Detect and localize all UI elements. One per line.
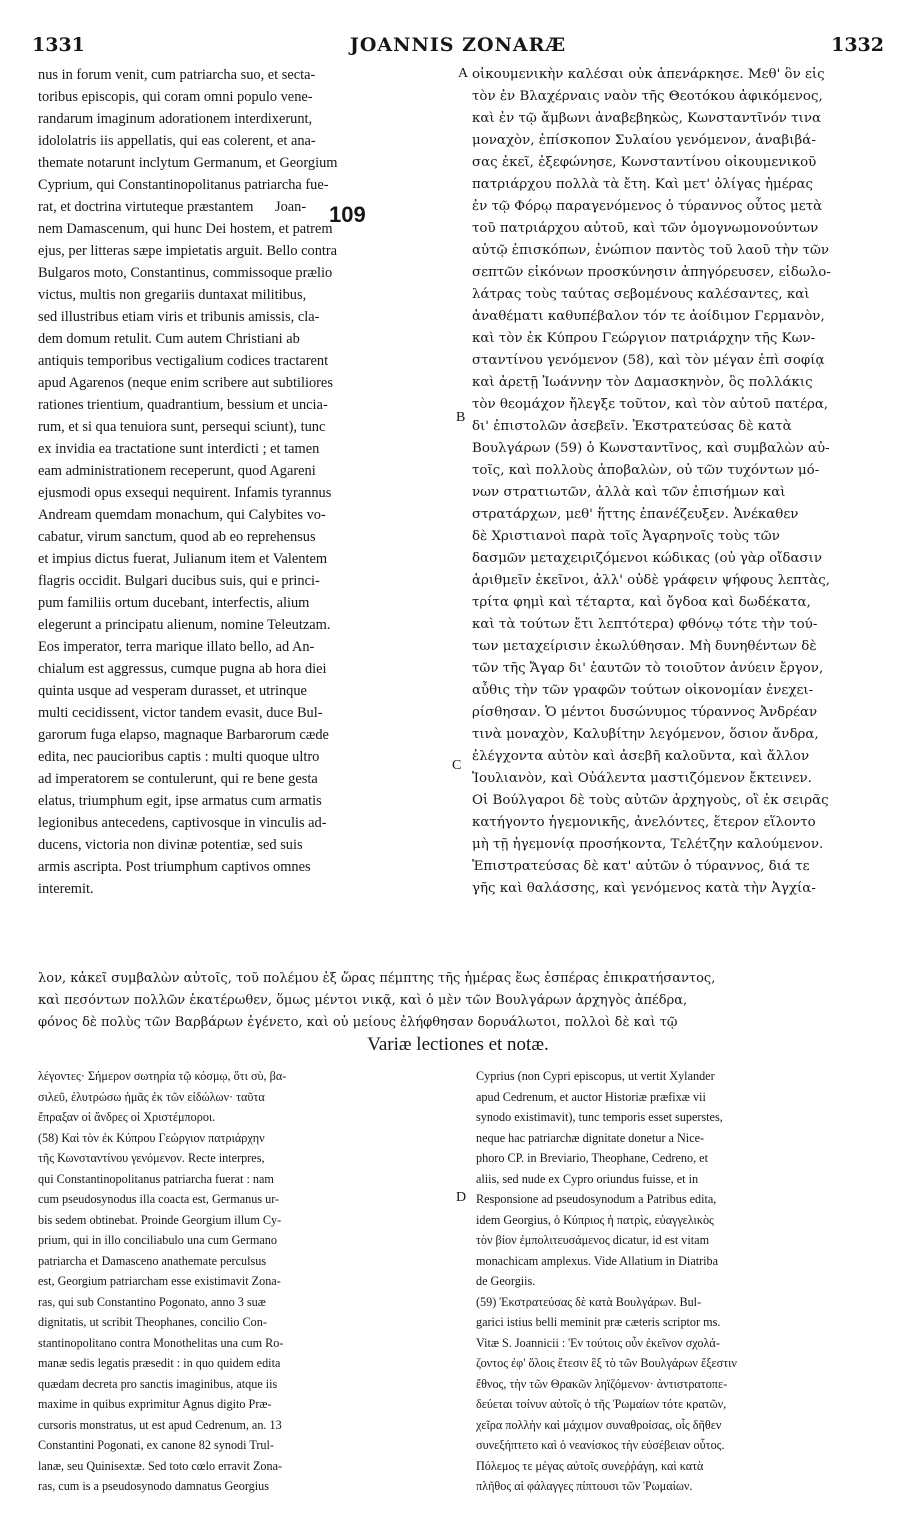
marker-b: B: [456, 410, 466, 425]
running-title: JOANNIS ZONARÆ: [349, 34, 567, 56]
margin-number: 109: [329, 202, 366, 227]
marker-d: D: [456, 1190, 467, 1205]
notes-left-column: λέγοντες· Σήμερον σωτηρία τῷ κόσμῳ, ὅτι σὺ, βα- σιλεῦ, ἐλυτρώσω ἡμᾶς ἐκ τῶν εἰδώλων· ταῦτα ἔπραξαν οἱ ἄνδρες οἱ Χριστέμποροι. (58) Καὶ τὸν ἐκ Κύπρου Γεώργιον πατριάρχην τῆς Κωνσταντίνου γενόμενον. Recte interpres, qui Constantinopolitanus patriarcha fuerat : nam cum pseudosynodus illa coacta est, Germanus ur- bis sedem obtinebat. Proinde Georgium illum Cy- prium, qui in illo conciliabulo una cum Germano patriarcha et Damasceno anathemate perculsus est, Georgium patriarcham esse existimavit Zona- ras, qui sub Constantino Pogonato, anno 3 suæ dignitatis, ut scribit Theophanes, concilio Con- stantinopolitano contra Monothelitas una cum Ro- manæ sedis legatis præsedit : in quo quidem edita quædam decreta pro sanctis imaginibus, atque iis maxime in quibus exprimitur Agnus digito Præ- cursoris monstratus, ut est apud Cedrenum, an. 13 Constantini Pogonati, ex canone 82 synodi Trul- lanæ, seu Quinisextæ. Sed toto cœlo erravit Zona- ras, cum is a pseudosynodo damnatus Georgius: [38, 1069, 287, 1493]
page-number-right: 1332: [831, 34, 884, 56]
page-number-left: 1331: [32, 34, 85, 56]
notes-section-title: Variæ lectiones et notæ.: [367, 1034, 549, 1055]
page-header: [32, 34, 884, 60]
latin-column-text: nus in forum venit, cum patriarcha suo, et secta- toribus episcopis, qui coram omni populo vene- randarum imaginum adorationem interdixerunt, idololatris iis appellatis, qui eas colerent, et ana- themate notarunt inclytum Germanum, et Georgium Cyprium, qui Constantinopolitanus patriarcha fue- rat, et doctrina virtuteque præstantem Joan- nem Damascenum, qui hunc Dei hostem, et patrem ejus, per litteras sæpe impietatis arguit. Bello contra Bulgaros moto, Constantinus, commissoque prælio victus, multis non gregariis duntaxat militibus, sed illustribus etiam viris et tribunis amissis, cla- dem domum retulit. Cum autem Christiani ab antiquis temporibus vectigalium codices tractarent apud Agarenos (neque enim scribere aut subtiliores rationes trientium, quadrantium, bessium et uncia- rum, et si qua tenuiora sunt, persequi sciunt), tunc ex invidia ea tractatione sunt interdicti ; et tamen eam administrationem receperunt, quod Agareni ejusmodi opus exsequi nequirent. Infamis tyrannus Andream quemdam monachum, qui Calybites vo- cabatur, virum sanctum, quod ab eo reprehensus et impius dictus fuerat, Julianum item et Valentem flagris occidit. Bulgari ducibus suis, qui e princi- pum familiis ortum ducebant, interfectis, alium elegerunt a principatu alienum, nomine Teleutzam. Eos imperator, terra marique illato bello, ad An- chialum est aggressus, cumque pugna ab hora diei quinta usque ad vesperam durasset, et utrinque multi cecidissent, victor tandem evasit, duce Bul- garorum fuga elapso, magnaque Barbarorum cæde edita, nec paucioribus captis : multi quoque ultro ad imperatorem se contulerunt, qui re bene gesta elatus, triumphum egit, ipse armatus cum armatis legionibus antecedens, captivosque in vinculis ad- ducens, victoria non divinæ potentiæ, sed suis armis ascripta. Post triumphum captivos omnes interemit.: [38, 67, 338, 897]
marker-a: A: [458, 66, 469, 81]
greek-continuation-text: λον, κἀκεῖ συμβαλὼν αὐτοῖς, τοῦ πολέμου ἐξ ὥρας πέμπτης τῆς ἡμέρας ἕως ἑσπέρας ἐπικρατήσαντος, καὶ πεσόντων πολλῶν ἑκατέρωθεν, ὅμως μέντοι νικᾷ, καὶ ὁ μὲν τῶν Βουλγάρων ἀρχηγὸς ἀπέδρα, φόνος δὲ πολὺς τῶν Βαρβάρων ἐγένετο, καὶ οὐ μείους ἐλήφθησαν δορυάλωτοι, πολλοὶ δὲ καὶ τῷ: [38, 971, 716, 1030]
greek-column-text: οἰκουμενικὴν καλέσαι οὐκ ἀπενάρκησε. Μεθ' ὃν εἰς τὸν ἐν Βλαχέρναις ναὸν τῆς Θεοτόκου ἀφικόμενος, καὶ ἐν τῷ ἄμβωνι ἀναβεβηκὼς, Κωνσταντῖνόν τινα μοναχὸν, ἐπίσκοπον Συλαίου γενόμενον, ἀναβιβά- σας ἐκεῖ, ἐξεφώνησε, Κωνσταντίνου οἰκουμενικοῦ πατριάρχου πολλὰ τὰ ἔτη. Καὶ μετ' ὀλίγας ἡμέρας ἐν τῷ Φόρῳ παραγενόμενος ὁ τύραννος οὗτος μετὰ τοῦ πατριάρχου αὐτοῦ, καὶ τῶν ὁμογνωμονούντων αὐτῷ ἐπισκόπων, ἐνώπιον παντὸς τοῦ λαοῦ τὴν τῶν σεπτῶν εἰκόνων προσκύνησιν ἀπηγόρευσεν, εἰδωλο- λάτρας τοὺς ταύτας σεβομένους καλέσαντες, καὶ ἀναθέματι καθυπέβαλον τόν τε ἀοίδιμον Γερμανὸν, καὶ τὸν ἐκ Κύπρου Γεώργιον πατριάρχην τῆς Κων- σταντίνου γενόμενον (58), καὶ τὸν μέγαν ἐπὶ σοφίᾳ καὶ ἀρετῇ Ἰωάννην τὸν Δαμασκηνὸν, ὃς πολλάκις τὸν θεομάχον ἤλεγξε τοῦτον, καὶ τὸν αὐτοῦ πατέρα, δι' ἐπιστολῶν ἀσεβεῖν. Ἐκστρατεύσας δὲ κατὰ Βουλγάρων (59) ὁ Κωνσταντῖνος, καὶ συμβαλὼν αὐ- τοῖς, καὶ πολλοὺς ἀποβαλὼν, οὐ τῶν τυχόντων μό- νων στρατιωτῶν, ἀλλὰ καὶ τῶν ἐπισήμων καὶ στρατάρχων, μεθ' ἥττης ἐπανέζευξεν. Ἀνέκαθεν δὲ Χριστιανοὶ παρὰ τοῖς Ἀγαρηνοῖς τοὺς τῶν δασμῶν μεταχειριζόμενοι κώδικας (οὐ γὰρ οἴδασιν ἀριθμεῖν ἐκεῖνοι, ἀλλ' οὐδὲ γράφειν ψήφους λεπτὰς, τρίτα φημὶ καὶ τέταρτα, καὶ ὄγδοα καὶ δωδέκατα, καὶ τὰ τούτων ἔτι λεπτότερα) φθόνῳ τότε τὴν τού- των μεταχείρισιν ἐκωλύθησαν. Μὴ δυνηθέντων δὲ τῶν τῆς Ἄγαρ δι' ἑαυτῶν τὸ τοιοῦτον ἀνύειν ἔργον, αὖθις τὴν τῶν γραφῶν τούτων οἰκονομίαν ἐνεχει- ρίσθησαν. Ὁ μέντοι δυσώνυμος τύραννος Ἀνδρέαν τινὰ μοναχὸν, Καλυβίτην λεγόμενον, ὅσιον ἄνδρα, ἐλέγχοντα αὐτὸν καὶ ἀσεβῆ καλοῦντα, καὶ ἄλλον Ἰουλιανὸν, καὶ Οὐάλεντα μαστιζόμενον ἔκτεινεν. Οἱ Βούλγαροι δὲ τοὺς αὐτῶν ἀρχηγοὺς, οἳ ἐκ σειρᾶς κατήγοντο ἡγεμονικῆς, ἀνελόντες, ἕτερον εἵλοντο μὴ τῇ ἡγεμονίᾳ προσήκοντα, Τελέτζην καλούμενον. Ἐπιστρατεύσας δὲ κατ' αὐτῶν ὁ τύραννος, διά τε γῆς καὶ θαλάσσης, καὶ γενόμενος κατὰ τὴν Ἀγχία-: [472, 67, 831, 896]
notes-right-column: Cyprius (non Cypri episcopus, ut vertit Xylander apud Cedrenum, et auctor Historiæ præfixæ vii synodo existimavit), tunc temporis esset superstes, neque hac patriarchæ dignitate donetur a Nice- phoro CP. in Breviario, Theophane, Cedreno, et aliis, sed nude ex Cypro oriundus fuisse, et in Responsione ad pseudosynodum a Patribus edita, idem Georgius, ὁ Κύπριος ἡ πατρὶς, εὐαγγελικὸς τὸν βίον ἐμπολιτευσάμενος dicatur, id est vitam monachicam amplexus. Vide Allatium in Diatriba de Georgiis. (59) Ἐκστρατεύσας δὲ κατὰ Βουλγάρων. Bul- garici istius belli meminit præ cæteris scriptor ms. Vitæ S. Joannicii : Ἐν τούτοις οὖν ἐκεῖνον σχολά- ζοντος ἐφ' ὅλοις ἔτεσιν ἓξ τὸ τῶν Βουλγάρων ἔξεστιν ἔθνος, τὴν τῶν Θρακῶν ληϊζόμενον· ἀντιστρατοπε- δεύεται τοίνυν αὐτοῖς ὁ τῆς Ῥωμαίων τότε κρατῶν, χεῖρα πολλὴν καὶ μάχιμον συναθροίσας, οἷς δῆθεν συνεξήπτετο καὶ ὁ νεανίσκος τὴν εὐσέβειαν οὗτος. Πόλεμος τε μέγας αὐτοῖς συνεῤῥάγη, καὶ κατὰ πλῆθος αἱ φάλαγγες πίπτουσι τῶν Ῥωμαίων.: [476, 1069, 737, 1493]
marker-c: C: [452, 758, 462, 773]
